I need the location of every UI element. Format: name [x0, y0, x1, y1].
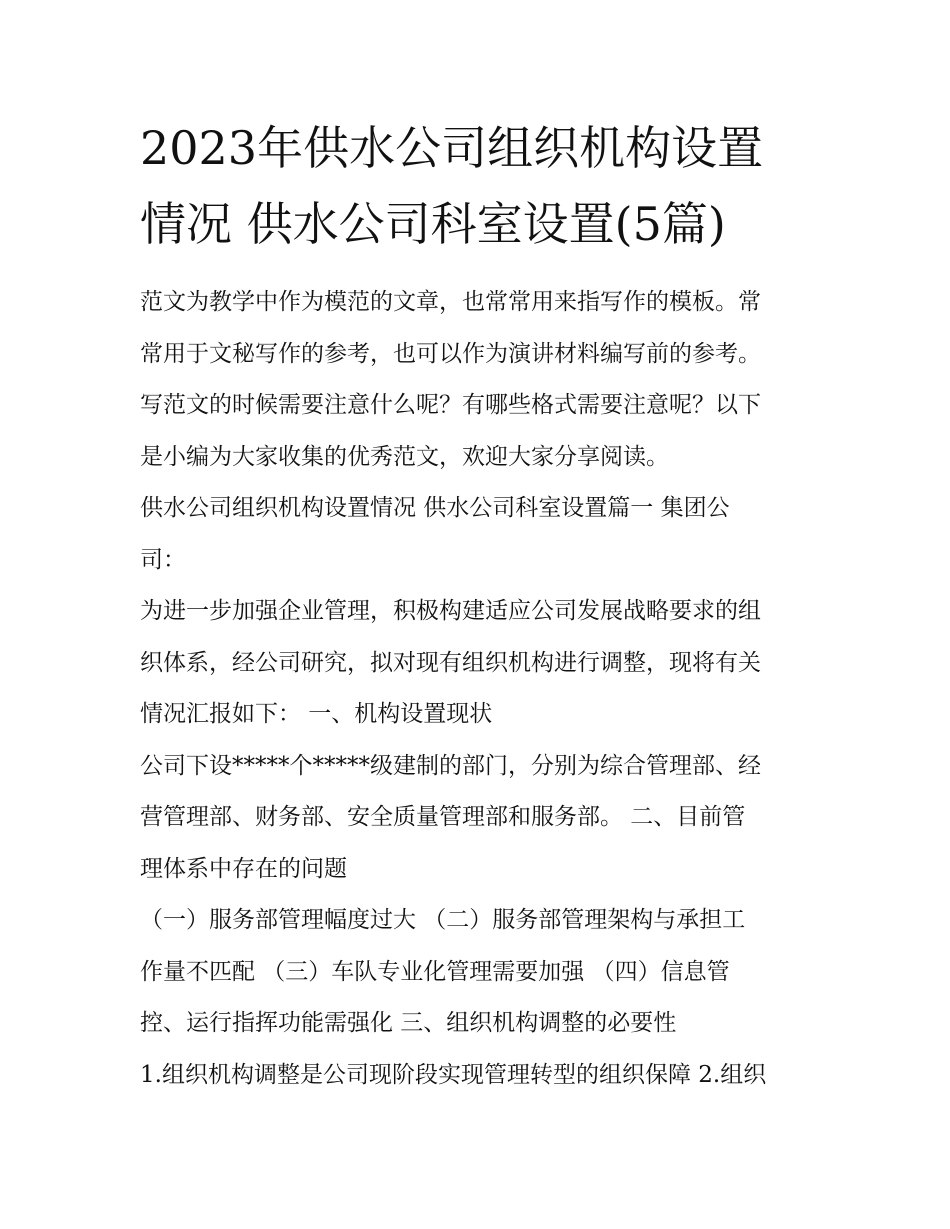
body-line: 为进一步加强企业管理，积极构建适应公司发展战略要求的组 [140, 598, 761, 624]
body-line: 营管理部、财务部、安全质量管理部和服务部。 二、目前管 [140, 804, 746, 830]
body-line: 织体系，经公司研究，拟对现有组织机构进行调整，现将有关 [140, 649, 761, 676]
body-line: 司： [140, 546, 186, 573]
document-body [140, 277, 830, 1101]
body-line: 控、运行指挥功能需强化 三、组织机构调整的必要性 [140, 1010, 677, 1036]
body-line: 1.组织机构调整是公司现阶段实现管理转型的组织保障 2.组织 [140, 1061, 767, 1088]
body-line: 写范文的时候需要注意什么呢？有哪些格式需要注意呢？以下 [140, 392, 761, 418]
body-line: 供水公司组织机构设置情况 供水公司科室设置篇一 集团公 [140, 495, 730, 521]
body-line: 情况汇报如下： 一、机构设置现状 [140, 701, 493, 727]
body-line: （一）服务部管理幅度过大 （二）服务部管理架构与承担工 [140, 907, 746, 933]
body-line: 作量不匹配 （三）车队专业化管理需要加强 （四）信息管 [140, 958, 730, 985]
body-line: 理体系中存在的问题 [140, 855, 347, 882]
title-line-2: 情况 供水公司科室设置(5篇) [140, 197, 726, 251]
title-line-1: 2023年供水公司组织机构设置 [140, 121, 764, 175]
body-line: 常用于文秘写作的参考，也可以作为演讲材料编写前的参考。 [140, 340, 761, 367]
body-line: 公司下设*****个*****级建制的部门，分别为综合管理部、经 [140, 752, 761, 779]
body-line: 范文为教学中作为模范的文章，也常常用来指写作的模板。常 [140, 289, 761, 315]
document-title [140, 110, 820, 262]
body-line: 是小编为大家收集的优秀范文，欢迎大家分享阅读。 [140, 443, 669, 470]
